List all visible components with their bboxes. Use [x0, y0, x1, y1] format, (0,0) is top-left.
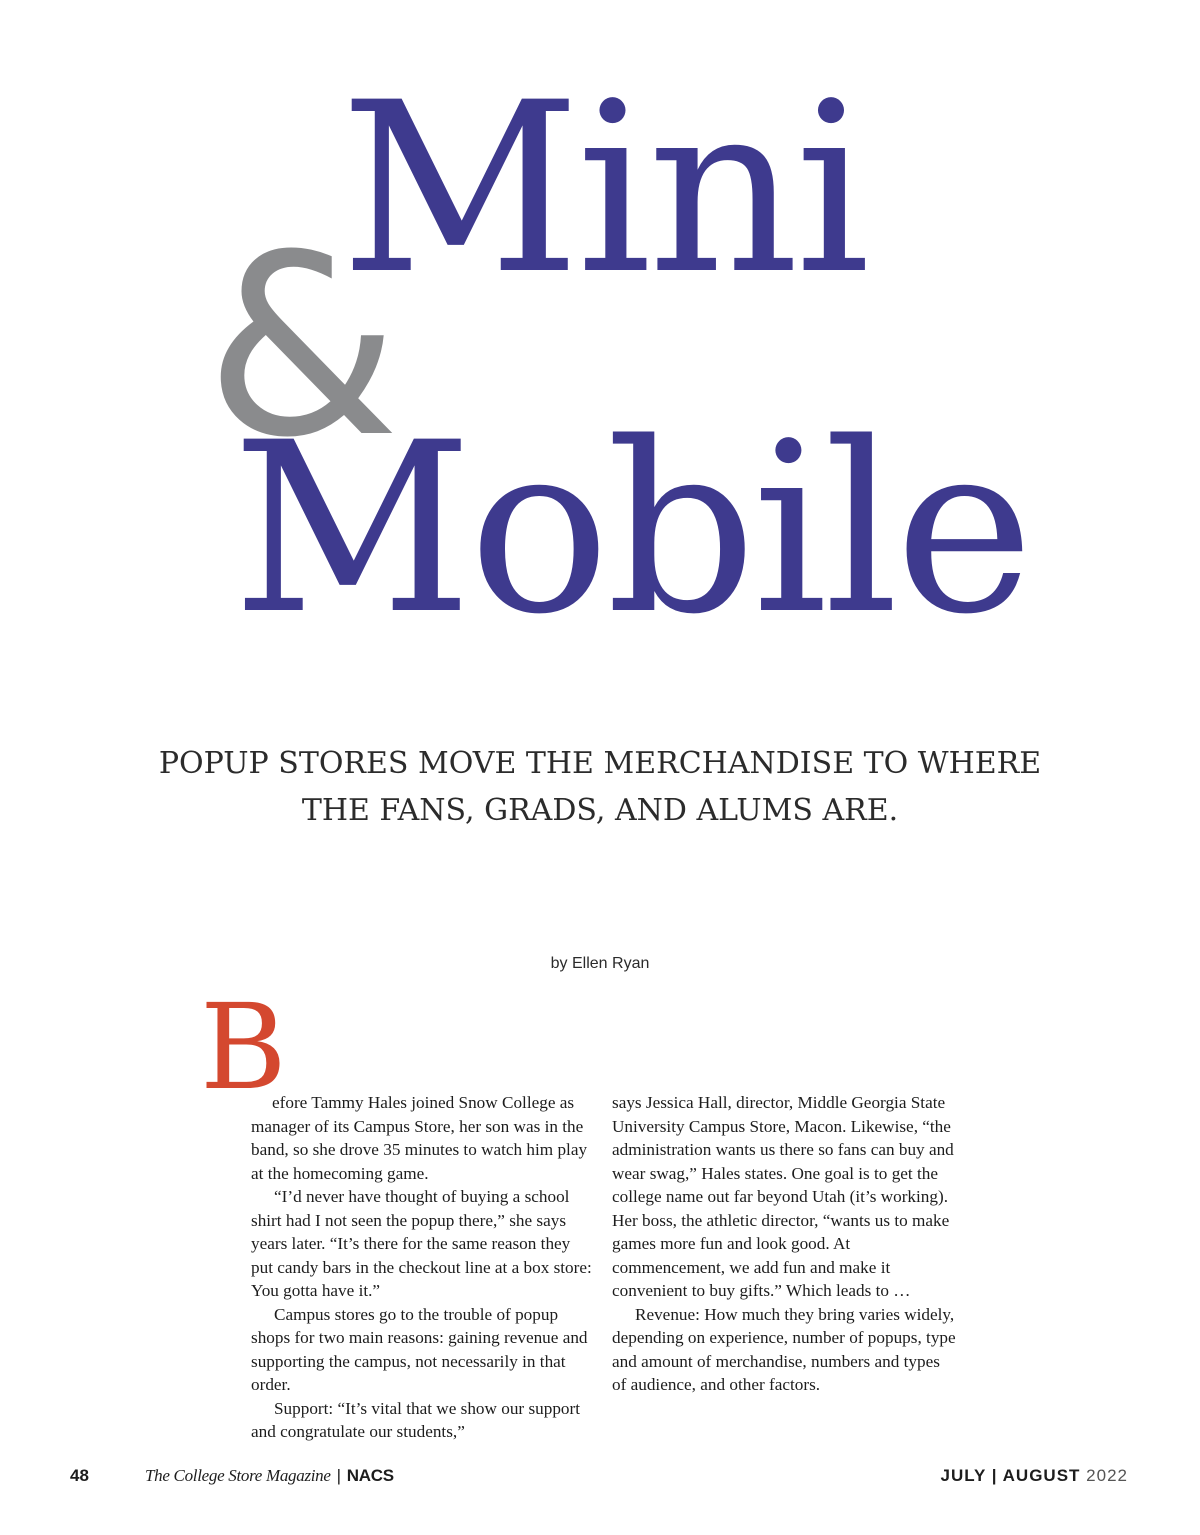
paragraph-reasons: Campus stores go to the trouble of popup shops for two main reasons: gaining revenue and supporting the campus, not necessarily in that order. — [251, 1304, 588, 1394]
headline-ampersand: & — [205, 201, 400, 492]
paragraph-continued: says Jessica Hall, director, Middle Georgia State University Campus Store, Macon. Likewise, “the administration wants us there so fans can buy and wear swag,” Hales states. One goal is to get the college name out far beyond Utah (it’s working). Her boss, the athletic director, “wants us to make games more fun and look good. At commencement, we add fun and make it convenient to buy gifts.” Which leads to … — [612, 1093, 954, 1300]
paragraph-quote: “I’d never have thought of buying a school shirt had I not seen the popup there,” she says years later. “It’s there for the same reason they put candy bars in the checkout line at a box store: You gotta have it.” — [251, 1187, 592, 1300]
page-number: 48 — [70, 1466, 89, 1485]
drop-cap: B — [200, 978, 287, 1116]
page-footer — [0, 1466, 1200, 1490]
subtitle-line-2: THE FANS, GRADS, AND ALUMS ARE. — [301, 793, 899, 828]
article-column-2 — [612, 1091, 957, 1397]
footer-separator: | — [336, 1466, 341, 1485]
byline: by Ellen Ryan — [550, 955, 650, 972]
magazine-credit — [145, 1466, 394, 1486]
article-column-1 — [251, 1091, 596, 1444]
paragraph-revenue: Revenue: How much they bring varies widely, depending on experience, number of popups, type and amount of merchandise, numbers and types of audience, and other factors. — [612, 1304, 956, 1394]
headline-word-mobile: Mobile — [232, 393, 1030, 666]
issue-date — [941, 1466, 1129, 1486]
issue-year: 2022 — [1086, 1466, 1128, 1485]
headline-word-mini: Mini — [340, 53, 867, 326]
magazine-title: The College Store Magazine — [145, 1466, 331, 1485]
paragraph-support: Support: “It’s vital that we show our support and congratulate our students,” — [251, 1398, 581, 1441]
paragraph-intro: efore Tammy Hales joined Snow College as manager of its Campus Store, her son was in the band, so she drove 35 minutes to watch him play at the homecoming game. — [251, 1093, 588, 1183]
subtitle-line-1: POPUP STORES MOVE THE MERCHANDISE TO WHERE — [158, 746, 1042, 781]
subtitle — [100, 740, 1100, 834]
issue-months: JULY | AUGUST — [940, 1466, 1081, 1485]
org-name: NACS — [346, 1466, 394, 1485]
